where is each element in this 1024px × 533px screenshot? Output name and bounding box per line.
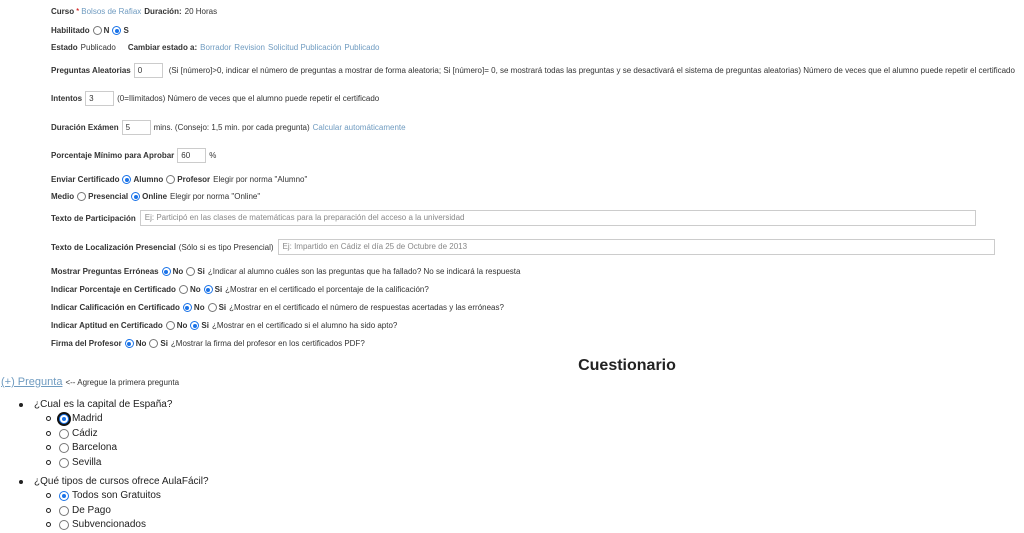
show-grade-row	[51, 303, 504, 312]
circle-bullet	[46, 460, 51, 465]
answer-label: Barcelona	[72, 442, 118, 453]
min-percent-input[interactable]: 60	[177, 148, 206, 163]
answer-radio[interactable]	[59, 506, 69, 516]
status-option-revision[interactable]: Revision	[234, 43, 265, 52]
participation-label: Texto de Participación	[51, 213, 136, 223]
teacher-sign-si-label: Si	[160, 339, 168, 348]
add-question-row	[1, 376, 179, 388]
answer-option	[46, 505, 111, 516]
answer-radio[interactable]	[59, 520, 69, 530]
questionnaire-title: Cuestionario	[578, 357, 676, 374]
location-input[interactable]: Ej: Impartido en Cádiz el día 25 de Octubre de 2013	[278, 239, 995, 255]
medium-online-radio[interactable]	[131, 192, 140, 201]
location-row	[51, 239, 995, 255]
answer-label: Sevilla	[72, 457, 102, 468]
attempts-row	[51, 91, 379, 106]
answer-option	[46, 457, 101, 468]
show-percent-row	[51, 285, 429, 294]
teacher-sign-no-label: No	[135, 339, 147, 348]
status-option-published[interactable]: Publicado	[344, 43, 380, 52]
answer-radio[interactable]	[59, 491, 69, 501]
answer-label: Cádiz	[72, 428, 98, 439]
show-aptitude-help: ¿Mostrar en el certificado si el alumno ha sido apto?	[211, 321, 398, 330]
random-questions-label: Preguntas Aleatorias	[51, 66, 131, 75]
status-value: Publicado	[80, 43, 116, 52]
show-grade-si-radio[interactable]	[208, 303, 217, 312]
status-row	[51, 43, 380, 52]
send-cert-label: Enviar Certificado	[51, 175, 120, 184]
exam-duration-label: Duración Exámen	[51, 123, 119, 132]
enabled-s-radio[interactable]	[112, 26, 121, 35]
send-cert-row	[51, 175, 307, 184]
answer-option	[46, 519, 146, 530]
answer-option	[46, 428, 98, 439]
teacher-sign-row	[51, 339, 365, 348]
answer-option	[46, 442, 117, 453]
teacher-sign-si-radio[interactable]	[149, 339, 158, 348]
teacher-sign-label: Firma del Profesor	[51, 339, 122, 348]
required-mark: *	[76, 7, 80, 16]
teacher-sign-no-radio[interactable]	[125, 339, 134, 348]
show-wrong-help: ¿Indicar al alumno cuáles son las preguntas que ha fallado? No se indicará la respuesta	[207, 267, 521, 276]
answer-option	[46, 413, 103, 424]
answer-label: Madrid	[72, 413, 103, 424]
show-grade-no-label: No	[193, 303, 205, 312]
show-aptitude-si-radio[interactable]	[190, 321, 199, 330]
enabled-s-label: S	[123, 26, 129, 35]
circle-bullet	[46, 493, 51, 498]
send-cert-help: Elegir por norma "Alumno"	[213, 175, 308, 184]
enabled-n-label: N	[103, 26, 110, 35]
random-questions-input[interactable]: 0	[134, 63, 163, 78]
show-percent-si-radio[interactable]	[204, 285, 213, 294]
medium-label: Medio	[51, 192, 75, 201]
attempts-help: (0=Ilimitados) Número de veces que el alumno puede repetir el certificado	[117, 94, 380, 103]
medium-help: Elegir por norma "Online"	[170, 192, 261, 201]
show-grade-help: ¿Mostrar en el certificado el número de respuestas acertadas y las erróneas?	[229, 303, 504, 312]
location-label: Texto de Localización Presencial	[51, 242, 176, 252]
enabled-label: Habilitado	[51, 26, 90, 35]
exam-duration-input[interactable]: 5	[122, 120, 151, 135]
participation-row	[51, 210, 976, 226]
send-cert-teacher-radio[interactable]	[166, 175, 175, 184]
question-text: ¿Cual es la capital de España?	[34, 399, 173, 410]
show-percent-no-label: No	[189, 285, 201, 294]
answer-label: Subvencionados	[72, 519, 146, 530]
attempts-input[interactable]: 3	[85, 91, 114, 106]
course-name-link[interactable]: Bolsos de Rafiax	[81, 7, 142, 16]
course-row	[51, 7, 217, 16]
show-grade-no-radio[interactable]	[183, 303, 192, 312]
send-cert-teacher-label: Profesor	[177, 175, 211, 184]
show-grade-label: Indicar Calificación en Certificado	[51, 303, 180, 312]
circle-bullet	[46, 522, 51, 527]
show-wrong-si-label: Si	[197, 267, 205, 276]
add-question-link[interactable]: (+) Pregunta	[1, 376, 63, 388]
teacher-sign-help: ¿Mostrar la firma del profesor en los certificados PDF?	[170, 339, 365, 348]
medium-presencial-label: Presencial	[88, 192, 129, 201]
min-percent-row	[51, 148, 216, 163]
answer-radio[interactable]	[59, 458, 69, 468]
course-label: Curso	[51, 7, 75, 16]
bullet	[19, 480, 23, 484]
medium-presencial-radio[interactable]	[77, 192, 86, 201]
answer-radio[interactable]	[59, 443, 69, 453]
enabled-row	[51, 26, 129, 35]
attempts-label: Intentos	[51, 94, 83, 103]
exam-duration-help: mins. (Consejo: 1,5 min. por cada pregunta)	[153, 123, 310, 132]
show-percent-help: ¿Mostrar en el certificado el porcentaje de la calificación?	[225, 285, 429, 294]
duration-label: Duración:	[144, 7, 182, 16]
answer-label: Todos son Gratuitos	[72, 490, 161, 501]
send-cert-student-radio[interactable]	[122, 175, 131, 184]
bullet	[19, 403, 23, 407]
circle-bullet	[46, 445, 51, 450]
min-percent-label: Porcentaje Mínimo para Aprobar	[51, 151, 175, 160]
random-questions-help: (Si [número]>0, indicar el número de preguntas a mostrar de forma aleatoria; Si [número]= 0, se mostrará todas las preguntas y se desactivará el sistema de preguntas aleatorias) Número de veces que el alumno puede repetir el certificado	[168, 66, 1015, 75]
answer-radio[interactable]	[59, 429, 69, 439]
show-wrong-si-radio[interactable]	[186, 267, 195, 276]
status-label: Estado	[51, 43, 78, 52]
location-label-note: (Sólo si es tipo Presencial)	[178, 242, 274, 252]
show-aptitude-no-label: No	[176, 321, 188, 330]
show-wrong-label: Mostrar Preguntas Erróneas	[51, 267, 159, 276]
show-aptitude-no-radio[interactable]	[166, 321, 175, 330]
change-status-label: Cambiar estado a:	[127, 43, 198, 52]
medium-online-label: Online	[142, 192, 168, 201]
question-text: ¿Qué tipos de cursos ofrece AulaFácil?	[34, 476, 209, 487]
circle-bullet	[46, 431, 51, 436]
show-wrong-no-radio[interactable]	[162, 267, 171, 276]
circle-bullet	[46, 416, 51, 421]
status-option-request[interactable]: Solicitud Publicación	[267, 43, 342, 52]
show-aptitude-label: Indicar Aptitud en Certificado	[51, 321, 163, 330]
answer-radio[interactable]	[59, 414, 69, 424]
answer-option	[46, 490, 161, 501]
random-questions-row	[51, 63, 1015, 78]
answer-label: De Pago	[72, 505, 111, 516]
show-wrong-row	[51, 267, 520, 276]
show-percent-no-radio[interactable]	[179, 285, 188, 294]
duration-value: 20 Horas	[184, 7, 218, 16]
enabled-n-radio[interactable]	[93, 26, 102, 35]
status-option-draft[interactable]: Borrador	[200, 43, 232, 52]
show-percent-si-label: Si	[214, 285, 223, 294]
show-grade-si-label: Si	[218, 303, 227, 312]
exam-duration-row	[51, 120, 406, 135]
participation-input[interactable]: Ej: Participó en las clases de matemáticas para la preparación del acceso a la universidad	[140, 210, 976, 226]
show-aptitude-si-label: Si	[201, 321, 209, 330]
min-percent-unit: %	[209, 151, 217, 160]
circle-bullet	[46, 508, 51, 513]
calculate-auto-link[interactable]: Calcular automáticamente	[312, 123, 406, 132]
medium-row	[51, 192, 260, 201]
show-wrong-no-label: No	[172, 267, 184, 276]
show-percent-label: Indicar Porcentaje en Certificado	[51, 285, 176, 294]
send-cert-student-label: Alumno	[133, 175, 164, 184]
show-aptitude-row	[51, 321, 397, 330]
add-question-hint: <-- Agregue la primera pregunta	[65, 377, 180, 387]
